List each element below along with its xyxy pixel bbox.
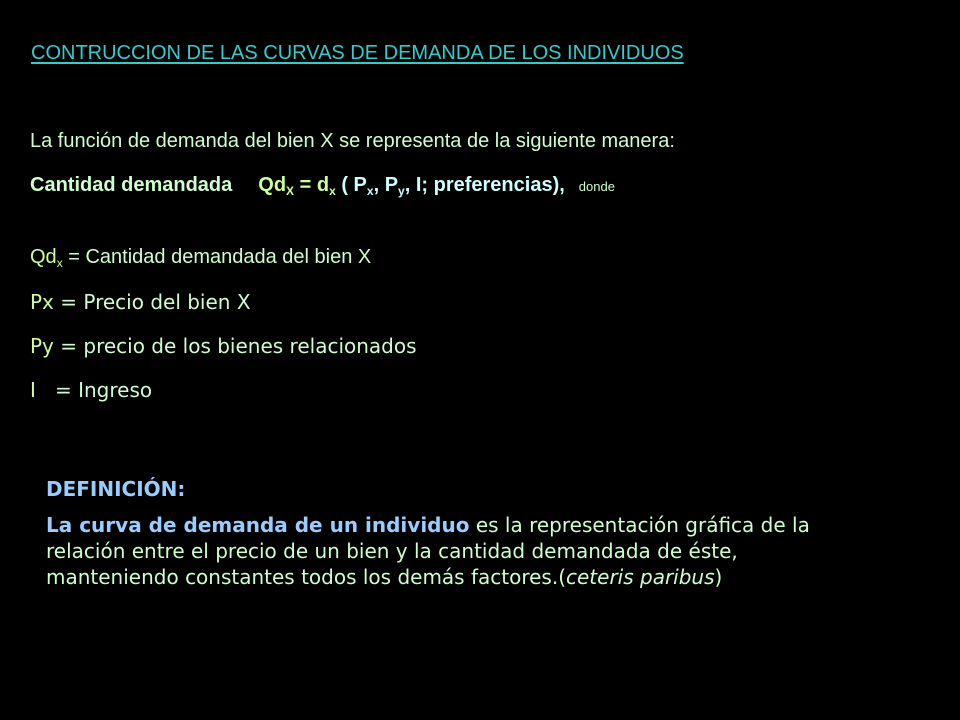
formula-args: ( $P_x$, $P_y$, I; preferencias),	[341, 174, 565, 198]
definition-i: I = Ingreso	[30, 378, 153, 402]
definition-highlight: La curva de demanda de un individuo	[46, 513, 470, 537]
definition-box	[46, 476, 836, 590]
page-title: CONTRUCCION DE LAS CURVAS DE DEMANDA DE LOS INDIVIDUOS	[31, 42, 684, 64]
formula-qd: $Qd_X$	[258, 174, 295, 198]
formula-label: Cantidad demandada	[30, 174, 233, 196]
definition-py: Py = precio de los bienes relacionados	[30, 334, 417, 358]
definition-px: Px = Precio del bien X	[30, 290, 251, 314]
ceteris-paribus: ceteris paribus	[566, 565, 715, 589]
formula-fn: $d_x$	[316, 174, 336, 198]
definition-qd: $Qd_x$ = Cantidad demandada del bien X	[30, 246, 372, 270]
definition-body: La curva de demanda de un individuo es la representación gráfica de la relación entre el precio de un bien y la cantidad demandada de éste, manteniendo constantes todos los demás factores.(ceteris paribus)	[46, 513, 810, 589]
formula-donde: donde	[578, 179, 615, 194]
definition-header: DEFINICIÓN:	[46, 477, 186, 501]
formula-equals: =	[299, 174, 312, 196]
intro-text: La función de demanda del bien X se representa de la siguiente manera:	[30, 130, 675, 152]
demand-function-formula	[30, 174, 615, 198]
